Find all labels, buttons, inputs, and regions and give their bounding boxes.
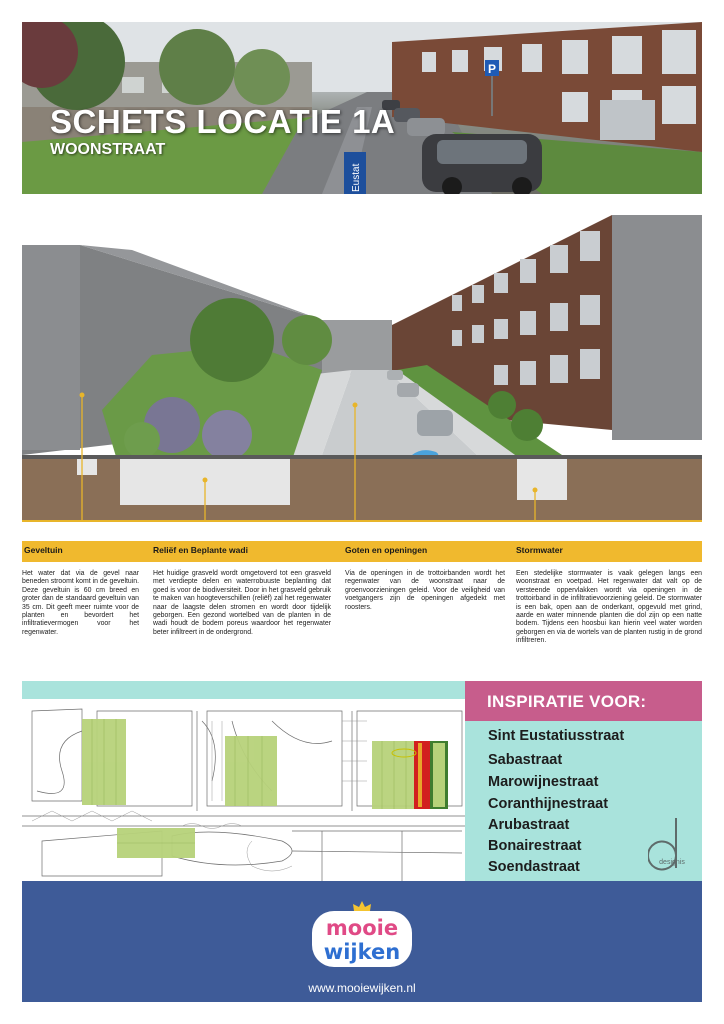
designis-logo: [648, 816, 696, 878]
divider-line: [22, 520, 702, 522]
mooie-wijken-logo: [310, 899, 414, 969]
street-name: Arubastraat: [488, 817, 570, 833]
website-link[interactable]: www.mooiewijken.nl: [308, 981, 416, 995]
designis-word: designis: [659, 859, 685, 866]
caption-text-geveltuin: Het water dat via de gevel naar beneden stroomt komt in de geveltuin. Deze geveltuin is 60 cm breed en groter dan de standaard geveltuin van 35 cm. Dit geeft meer ruimte voor de planten en bevordert het infiltratievermogen voor het regenwater.: [22, 570, 139, 636]
street-name: Sabastraat: [488, 752, 563, 768]
caption-heading-goten: Goten en openingen: [345, 545, 428, 555]
caption-text-stormwater: Een stedelijke stormwater is vaak gelegen langs een woonstraat en voetpad. Het regenwater dat valt op de versteende oppervlakken wordt via openingen in de trottoirband in de infiltratievoorziening geleid. De stormwater is een bak, open aan de onderkant, opgevuld met grind, aarde en water minnende planten die dol zijn op een natte bodem. Tijdens een hoosbui kan hierin veel water worden geborgen en via de wortels van de planten rustig in de grond infiltreren.: [516, 570, 702, 645]
caption-text-goten: Via de openingen in de trottoirbanden wordt het regenwater van de woonstraat naar de groenvoorzieningen geleid. Voor de veiligheid van voetgangers zijn de openingen afgedekt met roosters.: [345, 570, 505, 611]
street-name: Bonairestraat: [488, 838, 582, 854]
page-title: SCHETS LOCATIE 1A: [50, 103, 396, 140]
street-name: Marowijnestraat: [488, 774, 599, 790]
logo-line-2: wijken: [323, 940, 401, 964]
street-section-illustration: [22, 215, 702, 520]
street-sign-text: Eustat: [351, 163, 362, 192]
street-name: Soendastraat: [488, 859, 580, 875]
caption-heading-relief: Reliëf en Beplante wadi: [153, 545, 248, 555]
svg-text:P: P: [488, 62, 497, 76]
site-map: [22, 681, 465, 881]
street-name: Coranthijnestraat: [488, 796, 609, 812]
street-name: Sint Eustatiusstraat: [488, 728, 625, 744]
caption-text-relief: Het huidige grasveld wordt omgetoverd tot een grasveld met verdiepte delen en waterrobuuste beplanting dat goed is voor de biodiversiteit. Door in het grasveld gebruik te maken van hoogteverschillen (reliëf) zal het regenwater naar de laagste delen stromen en wordt door tijdelijk geborgen. Een gezond wortelbed van de planten in de wadi houdt de bodem poreus waardoor het regenwater beter infiltreert in de ondergrond.: [153, 570, 331, 636]
logo-line-1: mooie: [325, 916, 399, 940]
caption-heading-geveltuin: Geveltuin: [24, 545, 63, 555]
inspiration-title: INSPIRATIE VOOR:: [487, 692, 647, 711]
page-subtitle: WOONSTRAAT: [50, 141, 166, 158]
caption-heading-stormwater: Stormwater: [516, 545, 563, 555]
